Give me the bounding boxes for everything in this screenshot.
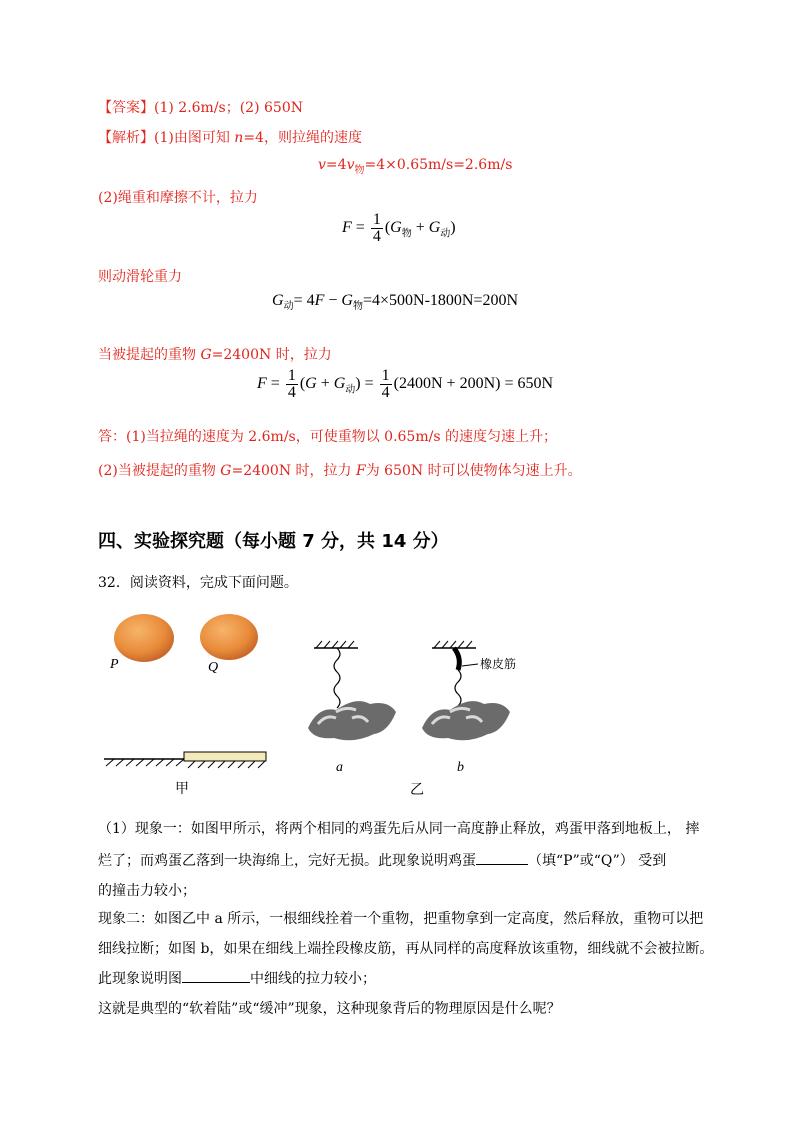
text: （填“P”或“Q”） 受到 (528, 853, 667, 869)
paragraph-1-line-1: （1）现象一：如图甲所示，将两个相同的鸡蛋先后从同一高度静止释放，鸡蛋甲落到地板上， 摔 (98, 821, 700, 837)
analysis-line-1 (98, 127, 362, 147)
numerator: 1 (287, 367, 296, 384)
paragraph-1-line-2 (98, 850, 666, 872)
analysis-text: (1)由图可知 (154, 130, 235, 146)
label-yi: 乙 (410, 782, 424, 798)
fraction (380, 368, 392, 401)
analysis-text: (2)当被提起的重物 (98, 463, 221, 479)
eq-result: = 650N (504, 375, 554, 393)
label-b: b (457, 760, 464, 775)
paragraph-3: 这就是典型的“软着陆”或“缓冲”现象，这种现象背后的物理原因是什么呢？ (98, 1001, 561, 1017)
denominator: 4 (381, 384, 390, 401)
final-answer-1 (98, 426, 557, 446)
analysis-tag: 【解析】 (98, 130, 154, 146)
eq-text: =4×0.65m/s=2.6m/s (364, 157, 513, 173)
var-G: G (390, 219, 402, 237)
eq-sub: 物 (354, 164, 365, 176)
eq-op: + (316, 375, 334, 393)
answer-text: (1) 2.6m/s；(2) 650N (154, 100, 303, 116)
denominator: 4 (287, 384, 296, 401)
analysis-text: 答：(1)当拉绳的速度为 2.6m/s，可使重物以 0.65m/s 的速度匀速上升； (98, 429, 557, 445)
label-jia: 甲 (175, 781, 189, 797)
var-F: F (342, 219, 352, 237)
egg-p (114, 614, 174, 662)
equation-velocity (318, 157, 512, 176)
var-G: G (305, 375, 317, 393)
sponge (184, 752, 266, 761)
analysis-text: 为 650N 时可以使物体匀速上升。 (365, 463, 582, 479)
eq-sub: 动 (283, 301, 294, 313)
analysis-line-2 (98, 187, 258, 207)
eq-sub: 物 (352, 301, 363, 313)
analysis-text: (2)绳重和摩擦不计，拉力 (98, 190, 258, 206)
floor-hatch (104, 759, 184, 766)
question-stem: 32．阅读资料，完成下面问题。 (98, 575, 298, 591)
analysis-line-4 (98, 344, 332, 364)
var-G: G (341, 292, 353, 309)
analysis-text: 则动滑轮重力 (98, 269, 182, 285)
text: 烂了；而鸡蛋乙落到一块海绵上，完好无损。此现象说明鸡蛋 (98, 853, 476, 869)
var-F: F (314, 292, 325, 309)
var-G: G (272, 292, 284, 309)
hanger-a (308, 641, 396, 740)
fraction (371, 212, 383, 245)
sponge-hatch (188, 761, 265, 768)
eq-op: − (324, 292, 342, 309)
label-rubber-band: 橡皮筋 (480, 657, 517, 671)
var-G: G (428, 219, 441, 237)
section-heading: 四、实验探究题（每小题 7 分，共 14 分） (98, 531, 449, 552)
paragraph-2-line-2: 细线拉断；如图 b，如果在细线上端拴段橡皮筋，再从同样的高度释放该重物，细线就不会被拉断。 (98, 941, 714, 957)
equation-pulley-weight (272, 292, 518, 312)
analysis-line-3 (98, 266, 182, 286)
eq-sub: 物 (401, 228, 412, 240)
final-answer-2 (98, 460, 582, 480)
paragraph-2-line-1: 现象二：如图乙中 a 所示，一根细线拴着一个重物，把重物拿到一定高度，然后释放，重物可以把 (98, 911, 704, 927)
var-n: n (234, 130, 244, 146)
analysis-text: =4，则拉绳的速度 (243, 130, 362, 146)
var-F: F (355, 463, 366, 479)
equation-final-force: F = $\frac{1}{4}$ $(G + G_动)$ = $\frac{1}{4}$ (2400N + 200N) = 650N (257, 367, 554, 401)
var-G: G (333, 375, 346, 393)
blank-p-or-q[interactable] (476, 850, 528, 865)
label-p: P (110, 657, 119, 672)
label-a: a (336, 760, 343, 775)
eq-text: 2400N + 200N (398, 375, 496, 393)
denominator: 4 (372, 228, 381, 245)
eq-op: + (415, 219, 425, 237)
equation-force: F = $\frac{1}{4}$ $(G_物 + G_动)$ (342, 211, 456, 245)
answer-tag: 【答案】 (98, 100, 154, 116)
numerator: 1 (381, 367, 390, 384)
var-F: F (257, 375, 267, 393)
eq-text: =4 (325, 157, 347, 173)
blank-figure[interactable] (182, 968, 250, 983)
eq-text: = 4 (293, 292, 315, 309)
rubber-band (454, 648, 459, 670)
text: 此现象说明图 (98, 971, 182, 987)
paragraph-2-line-3 (98, 968, 376, 990)
experiment-figure (96, 600, 566, 800)
var-v: v (346, 157, 355, 173)
var-v: v (318, 157, 326, 173)
eq-sub: 动 (345, 384, 356, 396)
numerator: 1 (372, 211, 381, 228)
analysis-text: =2400N 时，拉力 (231, 463, 356, 479)
analysis-text: 当被提起的重物 (98, 347, 201, 363)
eq-text: =4×500N-1800N=200N (362, 292, 519, 309)
paragraph-1-line-3: 的撞击力较小； (98, 883, 196, 899)
label-q: Q (208, 660, 219, 675)
answer-line (98, 97, 303, 117)
var-G: G (220, 463, 232, 479)
analysis-text: =2400N 时，拉力 (211, 347, 332, 363)
var-G: G (200, 347, 212, 363)
text: 中细线的拉力较小； (250, 971, 376, 987)
eq-sub: 动 (440, 228, 451, 240)
fraction (286, 368, 298, 401)
egg-q (200, 614, 258, 660)
